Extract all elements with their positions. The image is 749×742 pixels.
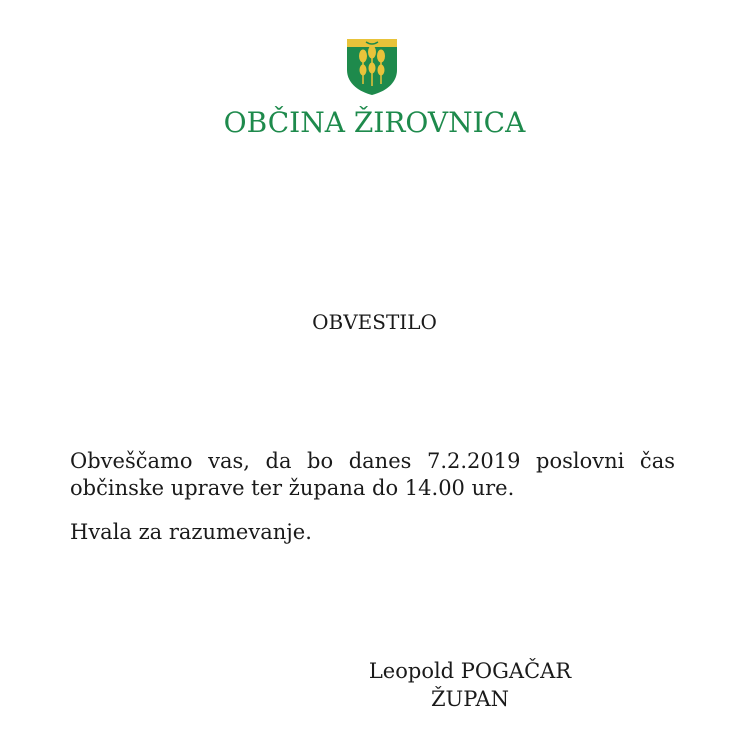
signature-role: ŽUPAN xyxy=(430,687,510,711)
signature-block xyxy=(340,657,600,713)
signature-name: Leopold POGAČAR xyxy=(368,659,572,683)
notice-paragraph: Obveščamo vas, da bo danes 7.2.2019 poslovni čas občinske uprave ter župana do 14.00 ure. xyxy=(70,449,675,500)
notice-paragraph: Hvala za razumevanje. xyxy=(70,520,312,544)
notice-body xyxy=(70,448,675,563)
municipality-name: OBČINA ŽIROVNICA xyxy=(223,106,526,139)
notice-title: OBVESTILO xyxy=(312,310,437,334)
coat-of-arms-wheat-icon xyxy=(346,38,398,96)
